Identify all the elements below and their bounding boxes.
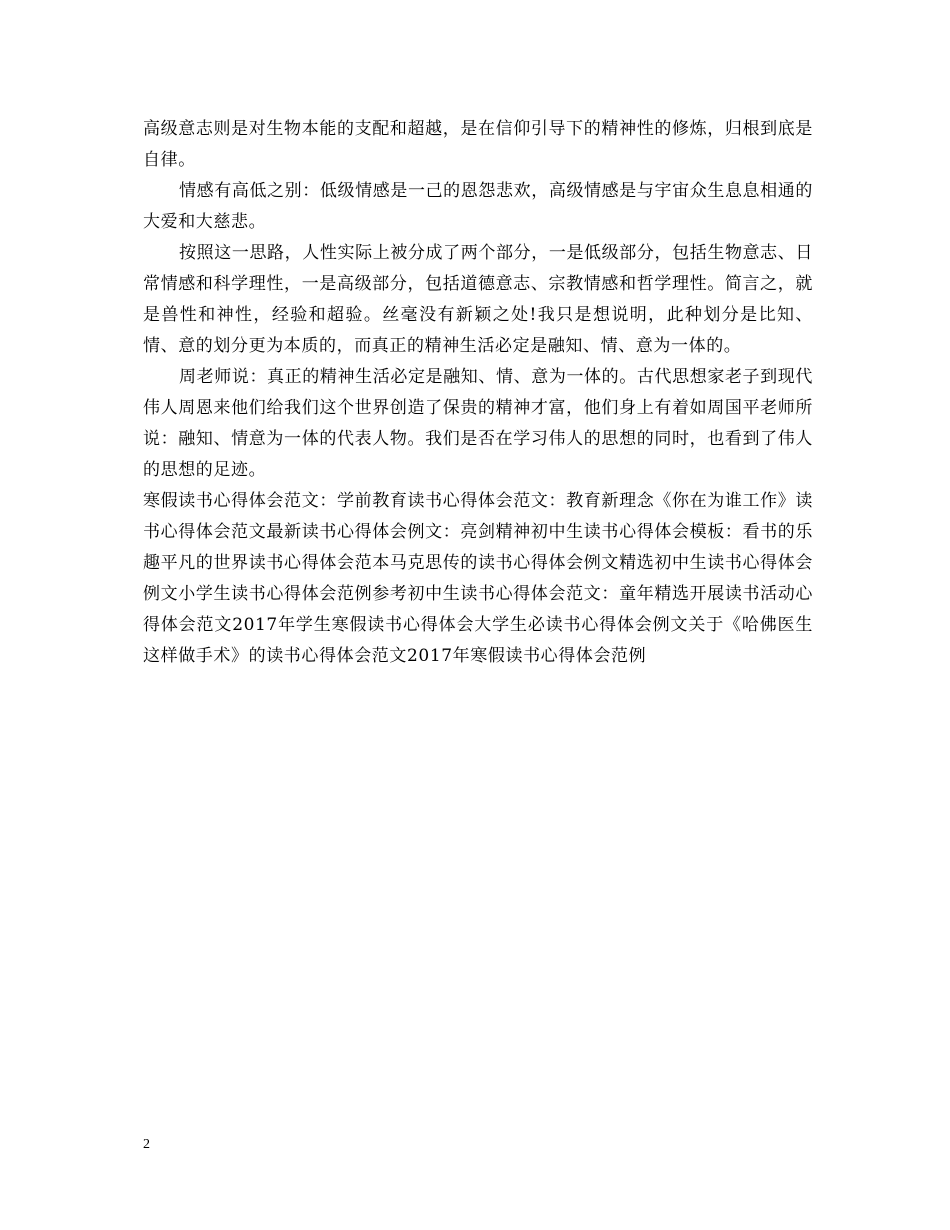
document-body bbox=[143, 114, 813, 672]
paragraph-1: 高级意志则是对生物本能的支配和超越，是在信仰引导下的精神性的修炼，归根到底是自律。 bbox=[143, 119, 813, 170]
related-articles-list: 寒假读书心得体会范文：学前教育读书心得体会范文：教育新理念《你在为谁工作》读书心得体会范文最新读书心得体会例文：亮剑精神初中生读书心得体会模板：看书的乐趣平凡的世界读书心得体会范本马克思传的读书心得体会例文精选初中生读书心得体会例文小学生读书心得体会范例参考初中生读书心得体会范文：童年精选开展读书活动心得体会范文2017年学生寒假读书心得体会大学生必读书心得体会例文关于《哈佛医生这样做手术》的读书心得体会范文2017年寒假读书心得体会范例 bbox=[143, 491, 813, 666]
paragraph-3: 按照这一思路，人性实际上被分成了两个部分，一是低级部分，包括生物意志、日常情感和科学理性，一是高级部分，包括道德意志、宗教情感和哲学理性。简言之，就是兽性和神性，经验和超验。丝毫没有新颖之处!我只是想说明，此种划分是比知、情、意的划分更为本质的，而真正的精神生活必定是融知、情、意为一体的。 bbox=[143, 243, 813, 356]
page-number: 2 bbox=[143, 1137, 150, 1152]
paragraph-4: 周老师说：真正的精神生活必定是融知、情、意为一体的。古代思想家老子到现代伟人周恩来他们给我们这个世界创造了保贵的精神才富，他们身上有着如周国平老师所说：融知、情意为一体的代表人物。我们是否在学习伟人的思想的同时，也看到了伟人的思想的足迹。 bbox=[143, 367, 813, 480]
paragraph-2: 情感有高低之别：低级情感是一己的恩怨悲欢，高级情感是与宇宙众生息息相通的大爱和大慈悲。 bbox=[143, 181, 813, 232]
